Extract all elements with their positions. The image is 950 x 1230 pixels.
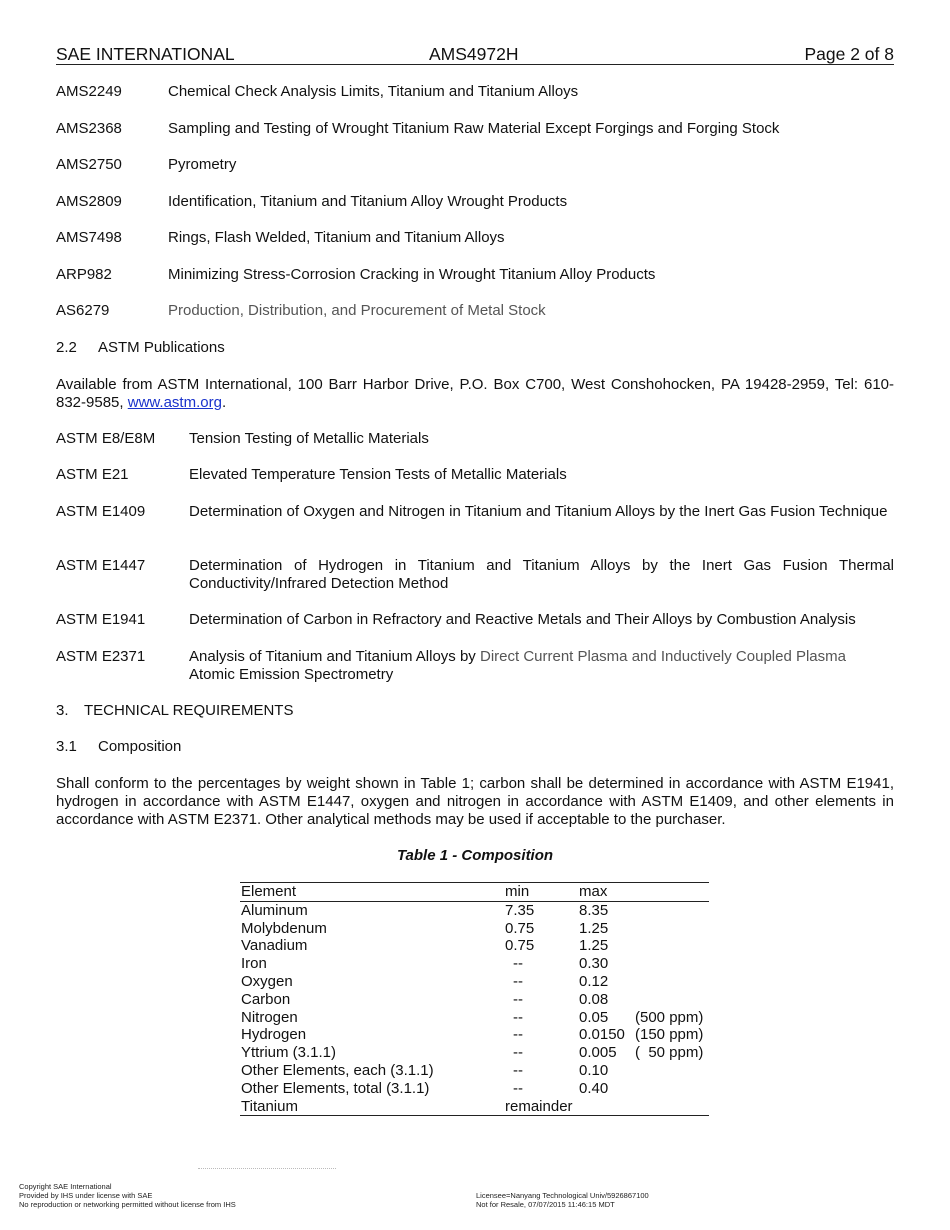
- table-row: [240, 920, 709, 938]
- cell-note: [635, 955, 709, 973]
- header-doc-number: AMS4972H: [429, 44, 519, 64]
- reference-title: [189, 648, 894, 684]
- cell-max: 0.12: [579, 972, 609, 990]
- reference-code: AMS2249: [56, 83, 122, 100]
- cell-max: 1.25: [579, 919, 609, 937]
- reference-title-part: Analysis of Titanium and Titanium Alloys by: [189, 648, 480, 665]
- footer-line: No reproduction or networking permitted without license from IHS: [19, 1200, 236, 1209]
- cell-max: 0.08: [579, 990, 609, 1008]
- cell-min: 7.35: [505, 901, 535, 919]
- reference-title: Determination of Hydrogen in Titanium and Titanium Alloys by the Inert Gas Fusion Thermal Conductivity/Infrared Detection Method: [189, 557, 894, 592]
- cell-element: Nitrogen: [241, 1008, 298, 1026]
- cell-note: ( 50 ppm): [635, 1044, 704, 1062]
- table-row: [240, 991, 709, 1009]
- column-header-max: max: [579, 883, 635, 902]
- cell-note: [635, 991, 709, 1009]
- reference-title: Pyrometry: [168, 156, 237, 173]
- cell-max: 0.30: [579, 955, 609, 973]
- cell-max: 0.005: [579, 1044, 617, 1062]
- reference-title: Tension Testing of Metallic Materials: [189, 430, 429, 447]
- footer-copyright: [19, 1182, 236, 1209]
- reference-title: Identification, Titanium and Titanium Alloy Wrought Products: [168, 193, 568, 210]
- cell-element: Vanadium: [241, 937, 308, 955]
- cell-max: 0.05: [579, 1008, 609, 1026]
- cell-max: 0.10: [579, 1061, 609, 1079]
- table-row: [240, 1026, 709, 1044]
- cell-min: --: [513, 1008, 523, 1026]
- section-number: 3.: [56, 702, 69, 719]
- reference-title: Minimizing Stress-Corrosion Cracking in Wrought Titanium Alloy Products: [168, 266, 656, 283]
- reference-title: Determination of Oxygen and Nitrogen in Titanium and Titanium Alloys by the Inert Gas Fusion Technique: [189, 503, 888, 520]
- reference-code: ARP982: [56, 266, 112, 283]
- section-heading-3: [56, 702, 293, 720]
- cell-note: (150 ppm): [635, 1026, 704, 1044]
- section-title: TECHNICAL REQUIREMENTS: [84, 702, 294, 719]
- composition-table: [240, 882, 709, 1116]
- cell-note: [635, 937, 709, 955]
- cell-note: [635, 920, 709, 938]
- scan-artifact-divider: [198, 1168, 336, 1171]
- section-title: ASTM Publications: [98, 339, 225, 356]
- cell-max: 8.35: [579, 901, 609, 919]
- reference-code: AS6279: [56, 302, 110, 319]
- reference-code: AMS2368: [56, 120, 122, 137]
- table-header-row: [240, 883, 709, 902]
- reference-code: ASTM E1409: [56, 503, 146, 520]
- table-row: [240, 937, 709, 955]
- astm-address-text: Available from ASTM International, 100 Barr Harbor Drive, P.O. Box C700, West Conshohocken, PA 19428-2959, Tel: 610-832-9585,: [56, 376, 894, 411]
- cell-element: Hydrogen: [241, 1026, 307, 1044]
- cell-min: --: [513, 972, 523, 990]
- section-number: 2.2: [56, 339, 77, 356]
- cell-max: 0.0150: [579, 1026, 625, 1044]
- footer-line: Provided by IHS under license with SAE: [19, 1191, 153, 1200]
- cell-element: Titanium: [240, 1098, 505, 1116]
- cell-element: Aluminum: [241, 901, 308, 919]
- reference-code: AMS7498: [56, 229, 122, 246]
- cell-min: --: [513, 1044, 523, 1062]
- cell-element: Other Elements, total (3.1.1): [241, 1079, 430, 1097]
- cell-min: --: [513, 955, 523, 973]
- section-heading-2-2: [56, 339, 225, 357]
- cell-note: [635, 1062, 709, 1080]
- cell-element: Iron: [241, 955, 267, 973]
- reference-title-part: Direct Current Plasma and Inductively Coupled Plasma: [479, 648, 846, 665]
- cell-min: --: [513, 1079, 523, 1097]
- reference-code: ASTM E21: [56, 466, 129, 483]
- reference-title: Determination of Carbon in Refractory and Reactive Metals and Their Alloys by Combustion Analysis: [189, 611, 856, 628]
- reference-code: ASTM E1447: [56, 557, 146, 574]
- footer-line: Licensee=Nanyang Technological Univ/5926867100: [476, 1191, 649, 1200]
- cell-note: [635, 901, 709, 919]
- header-org: SAE INTERNATIONAL: [56, 44, 235, 64]
- cell-note: [635, 973, 709, 991]
- cell-element: Yttrium (3.1.1): [241, 1044, 337, 1062]
- reference-code: ASTM E2371: [56, 648, 146, 665]
- cell-max: 1.25: [579, 937, 609, 955]
- cell-note: [635, 1098, 709, 1116]
- header-page-number: Page 2 of 8: [804, 44, 894, 64]
- astm-website-link[interactable]: www.astm.org: [127, 394, 222, 411]
- column-header-element: Element: [240, 883, 505, 902]
- reference-code: AMS2750: [56, 156, 122, 173]
- section-heading-3-1: [56, 738, 181, 756]
- page-header: [56, 44, 894, 65]
- cell-element: Molybdenum: [241, 919, 327, 937]
- reference-title: Production, Distribution, and Procurement of Metal Stock: [168, 302, 546, 319]
- cell-min: --: [513, 990, 523, 1008]
- column-header-min: min: [505, 883, 579, 902]
- cell-note: [635, 1080, 709, 1098]
- composition-paragraph: Shall conform to the percentages by weight shown in Table 1; carbon shall be determined in accordance with ASTM E1941, hydrogen in accordance with ASTM E1447, oxygen and nitrogen in accordance with ASTM E1409, and other elements in accordance with ASTM E2371. Other analytical methods may be used if acceptable to the purchaser.: [56, 775, 894, 828]
- table-row: [240, 1044, 709, 1062]
- section-title: Composition: [98, 738, 182, 755]
- table-row: [240, 1098, 709, 1116]
- footer-line: Copyright SAE International: [19, 1182, 112, 1191]
- cell-max: [579, 1098, 635, 1116]
- reference-title: Chemical Check Analysis Limits, Titanium and Titanium Alloys: [168, 83, 579, 100]
- footer-line: Not for Resale, 07/07/2015 11:46:15 MDT: [476, 1200, 615, 1209]
- reference-title: Sampling and Testing of Wrought Titanium Raw Material Except Forgings and Forging Stock: [168, 120, 780, 137]
- reference-code: AMS2809: [56, 193, 122, 210]
- cell-max: 0.40: [579, 1079, 609, 1097]
- reference-code: ASTM E1941: [56, 611, 146, 628]
- column-header-note: [635, 883, 709, 902]
- astm-end-punct: .: [221, 394, 227, 411]
- footer-license: [476, 1191, 649, 1209]
- reference-title: Rings, Flash Welded, Titanium and Titanium Alloys: [168, 229, 505, 246]
- table-row: [240, 901, 709, 919]
- cell-element: Oxygen: [241, 972, 293, 990]
- cell-min: 0.75: [505, 919, 535, 937]
- reference-code: ASTM E8/E8M: [56, 430, 156, 447]
- cell-note: (500 ppm): [635, 1008, 704, 1026]
- table-row: [240, 1062, 709, 1080]
- reference-title-part: Atomic Emission Spectrometry: [189, 666, 394, 683]
- table-row: [240, 955, 709, 973]
- table-row: [240, 1009, 709, 1027]
- cell-element: Carbon: [241, 990, 291, 1008]
- cell-min: --: [513, 1026, 523, 1044]
- cell-min: 0.75: [505, 937, 535, 955]
- astm-availability-paragraph: [56, 376, 894, 412]
- cell-element: Other Elements, each (3.1.1): [241, 1061, 434, 1079]
- cell-min: remainder: [505, 1098, 579, 1116]
- table-caption: Table 1 - Composition: [396, 847, 554, 864]
- cell-min: --: [513, 1061, 523, 1079]
- section-number: 3.1: [56, 738, 77, 755]
- table-row: [240, 1080, 709, 1098]
- reference-title: Elevated Temperature Tension Tests of Metallic Materials: [189, 466, 567, 483]
- table-row: [240, 973, 709, 991]
